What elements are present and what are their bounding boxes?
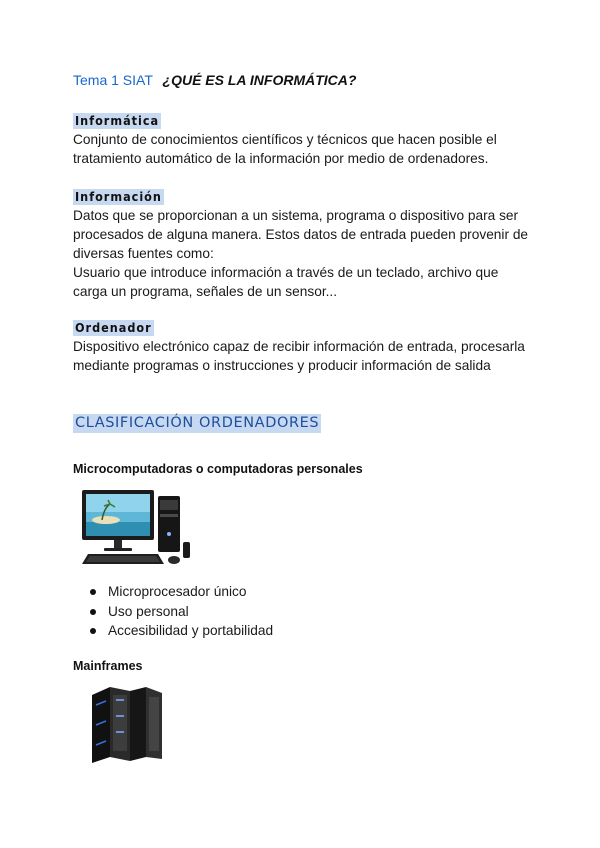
- definition-text: Dispositivo electrónico capaz de recibir información de entrada, procesarla mediante programas o instrucciones y producir información de salida: [73, 339, 525, 373]
- desktop-computer-illustration: [80, 488, 192, 570]
- title-main: ¿QUÉ ES LA INFORMÁTICA?: [162, 72, 357, 88]
- bullet-icon: [90, 589, 96, 595]
- term-label: Ordenador: [75, 320, 152, 335]
- list-item: Accesibilidad y portabilidad: [88, 621, 273, 641]
- micro-features-list: [88, 582, 273, 641]
- classification-heading: CLASIFICACIÓN ORDENADORES: [75, 415, 320, 431]
- term-label: Información: [75, 189, 162, 204]
- definition-text: Datos que se proporcionan a un sistema, programa o dispositivo para ser procesados de alguna manera. Estos datos de entrada pueden provenir de diversas fuentes como:: [73, 208, 529, 261]
- bullet-icon: [90, 628, 96, 634]
- definition-text-continued: Usuario que introduce información a través de un teclado, archivo que carga un programa, señales de un sensor...: [73, 265, 499, 299]
- list-item: Microprocesador único: [88, 582, 273, 602]
- definition-text: Conjunto de conocimientos científicos y técnicos que hacen posible el tratamiento automático de la información por medio de ordenadores.: [73, 132, 497, 166]
- micro-heading: Microcomputadoras o computadoras personales: [73, 462, 363, 476]
- definition-informacion: [73, 188, 533, 301]
- title-prefix: Tema 1 SIAT: [73, 72, 153, 88]
- bullet-icon: [90, 609, 96, 615]
- page-title: [73, 72, 356, 88]
- list-item: Uso personal: [88, 602, 273, 622]
- mainframes-heading: Mainframes: [73, 659, 143, 673]
- mainframe-server-illustration: [86, 685, 168, 765]
- term-label: Informática: [75, 113, 160, 128]
- definition-ordenador: [73, 319, 533, 375]
- definition-informatica: [73, 112, 533, 168]
